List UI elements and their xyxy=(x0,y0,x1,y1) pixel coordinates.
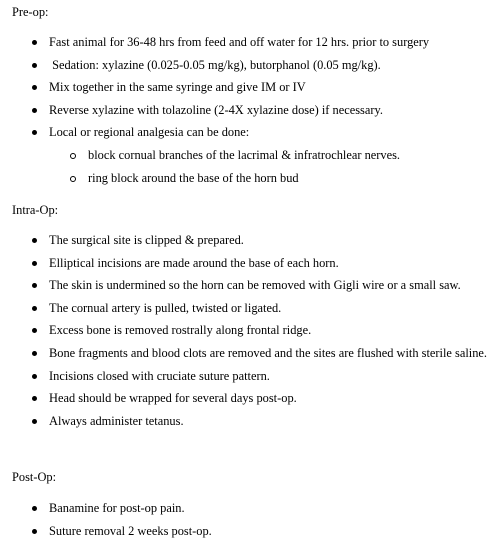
list-item: Sedation: xylazine (0.025-0.05 mg/kg), butorphanol (0.05 mg/kg). xyxy=(0,54,494,77)
bullet-icon xyxy=(32,63,37,68)
hollow-bullet-icon xyxy=(70,153,76,159)
sub-list-item: block cornual branches of the lacrimal & infratrochlear nerves. xyxy=(0,144,494,167)
bullet-icon xyxy=(32,529,37,534)
postop-heading: Post-Op: xyxy=(12,470,57,484)
list-item: Local or regional analgesia can be done: block cornual branches of the lacrimal & infratrochlear nerves. ring block around the base of the horn bud xyxy=(0,121,494,189)
sub-list-item: ring block around the base of the horn bud xyxy=(0,167,494,190)
hollow-bullet-icon xyxy=(70,176,76,182)
list-item: The skin is undermined so the horn can be removed with Gigli wire or a small saw. xyxy=(0,274,494,297)
postop-list xyxy=(0,497,494,542)
bullet-icon xyxy=(32,506,37,511)
list-item: Incisions closed with cruciate suture pattern. xyxy=(0,365,494,388)
list-item: Head should be wrapped for several days post-op. xyxy=(0,387,494,410)
bullet-icon xyxy=(32,374,37,379)
bullet-icon xyxy=(32,306,37,311)
bullet-icon xyxy=(32,328,37,333)
list-item: The cornual artery is pulled, twisted or ligated. xyxy=(0,297,494,320)
bullet-icon xyxy=(32,85,37,90)
list-item: Fast animal for 36-48 hrs from feed and off water for 12 hrs. prior to surgery xyxy=(0,31,494,54)
bullet-icon xyxy=(32,261,37,266)
list-item: Suture removal 2 weeks post-op. xyxy=(0,520,494,543)
bullet-icon xyxy=(32,351,37,356)
analgesia-sublist xyxy=(49,144,494,189)
preop-heading: Pre-op: xyxy=(12,5,49,19)
bullet-icon xyxy=(32,130,37,135)
bullet-icon xyxy=(32,396,37,401)
bullet-icon xyxy=(32,108,37,113)
bullet-icon xyxy=(32,238,37,243)
bullet-icon xyxy=(32,419,37,424)
list-item: Excess bone is removed rostrally along frontal ridge. xyxy=(0,319,494,342)
intraop-list xyxy=(0,229,494,432)
bullet-icon xyxy=(32,40,37,45)
bullet-icon xyxy=(32,283,37,288)
list-item: The surgical site is clipped & prepared. xyxy=(0,229,494,252)
intraop-heading: Intra-Op: xyxy=(12,203,59,217)
list-item: Mix together in the same syringe and give IM or IV xyxy=(0,76,494,99)
list-item: Always administer tetanus. xyxy=(0,410,494,433)
list-item: Reverse xylazine with tolazoline (2-4X xylazine dose) if necessary. xyxy=(0,99,494,122)
list-item: Bone fragments and blood clots are removed and the sites are flushed with sterile saline. xyxy=(0,342,489,365)
list-item: Banamine for post-op pain. xyxy=(0,497,494,520)
preop-list xyxy=(0,31,494,189)
list-item: Elliptical incisions are made around the base of each horn. xyxy=(0,252,494,275)
